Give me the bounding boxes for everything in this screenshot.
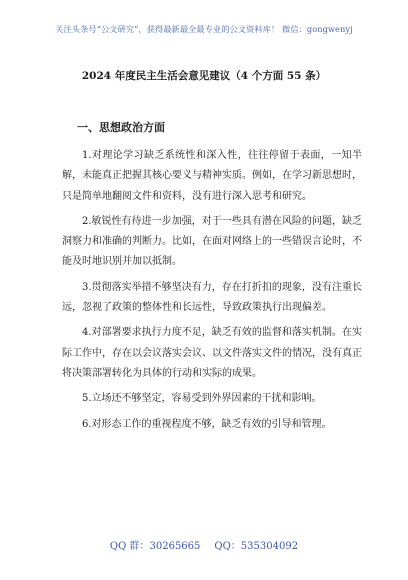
- document-title: 2024 年度民主生活会意见建议（4 个方面 55 条）: [81, 70, 327, 82]
- footer-contact: [0, 537, 408, 552]
- paragraph-1: 1.对理论学习缺乏系统性和深入性，往往停留于表面，一知半解，未能真正把握其核心要义与精神实质。例如，在学习新思想时，只是简单地翻阅文件和资料，没有进行深入思考和研究。: [62, 150, 362, 202]
- paragraph-4: 4.对部署要求执行力度不足，缺乏有效的监督和落实机制。在实际工作中，存在以会议落实会议、以文件落实文件的情况，没有真正将决策部署转化为具体的行动和实际的成果。: [62, 327, 362, 379]
- section-heading: 一、思想政治方面: [77, 121, 165, 134]
- paragraph-3: 3.贯彻落实举措不够坚决有力，存在打折扣的现象，没有注重长远，忽视了政策的整体性和长远性，导致政策执行出现偏差。: [62, 281, 362, 314]
- header-promo-note: 关注头条号“公文研究”，获得最新最全最专业的公文资料库！ 微信：gongwenyj: [55, 24, 353, 34]
- footer-qq: QQ：535304092: [214, 541, 299, 552]
- footer-qq-group: QQ 群：30265665: [109, 541, 201, 552]
- paragraph-2: 2.敏锐性有待进一步加强，对于一些具有潜在风险的问题，缺乏洞察力和准确的判断力。比如，在面对网络上的一些错误言论时，不能及时地识别并加以抵制。: [62, 215, 362, 268]
- paragraph-6: 6.对形态工作的重视程度不够，缺乏有效的引导和管理。: [82, 418, 332, 430]
- paragraph-5: 5.立场还不够坚定，容易受到外界因素的干扰和影响。: [82, 393, 322, 405]
- document-body: [62, 120, 362, 440]
